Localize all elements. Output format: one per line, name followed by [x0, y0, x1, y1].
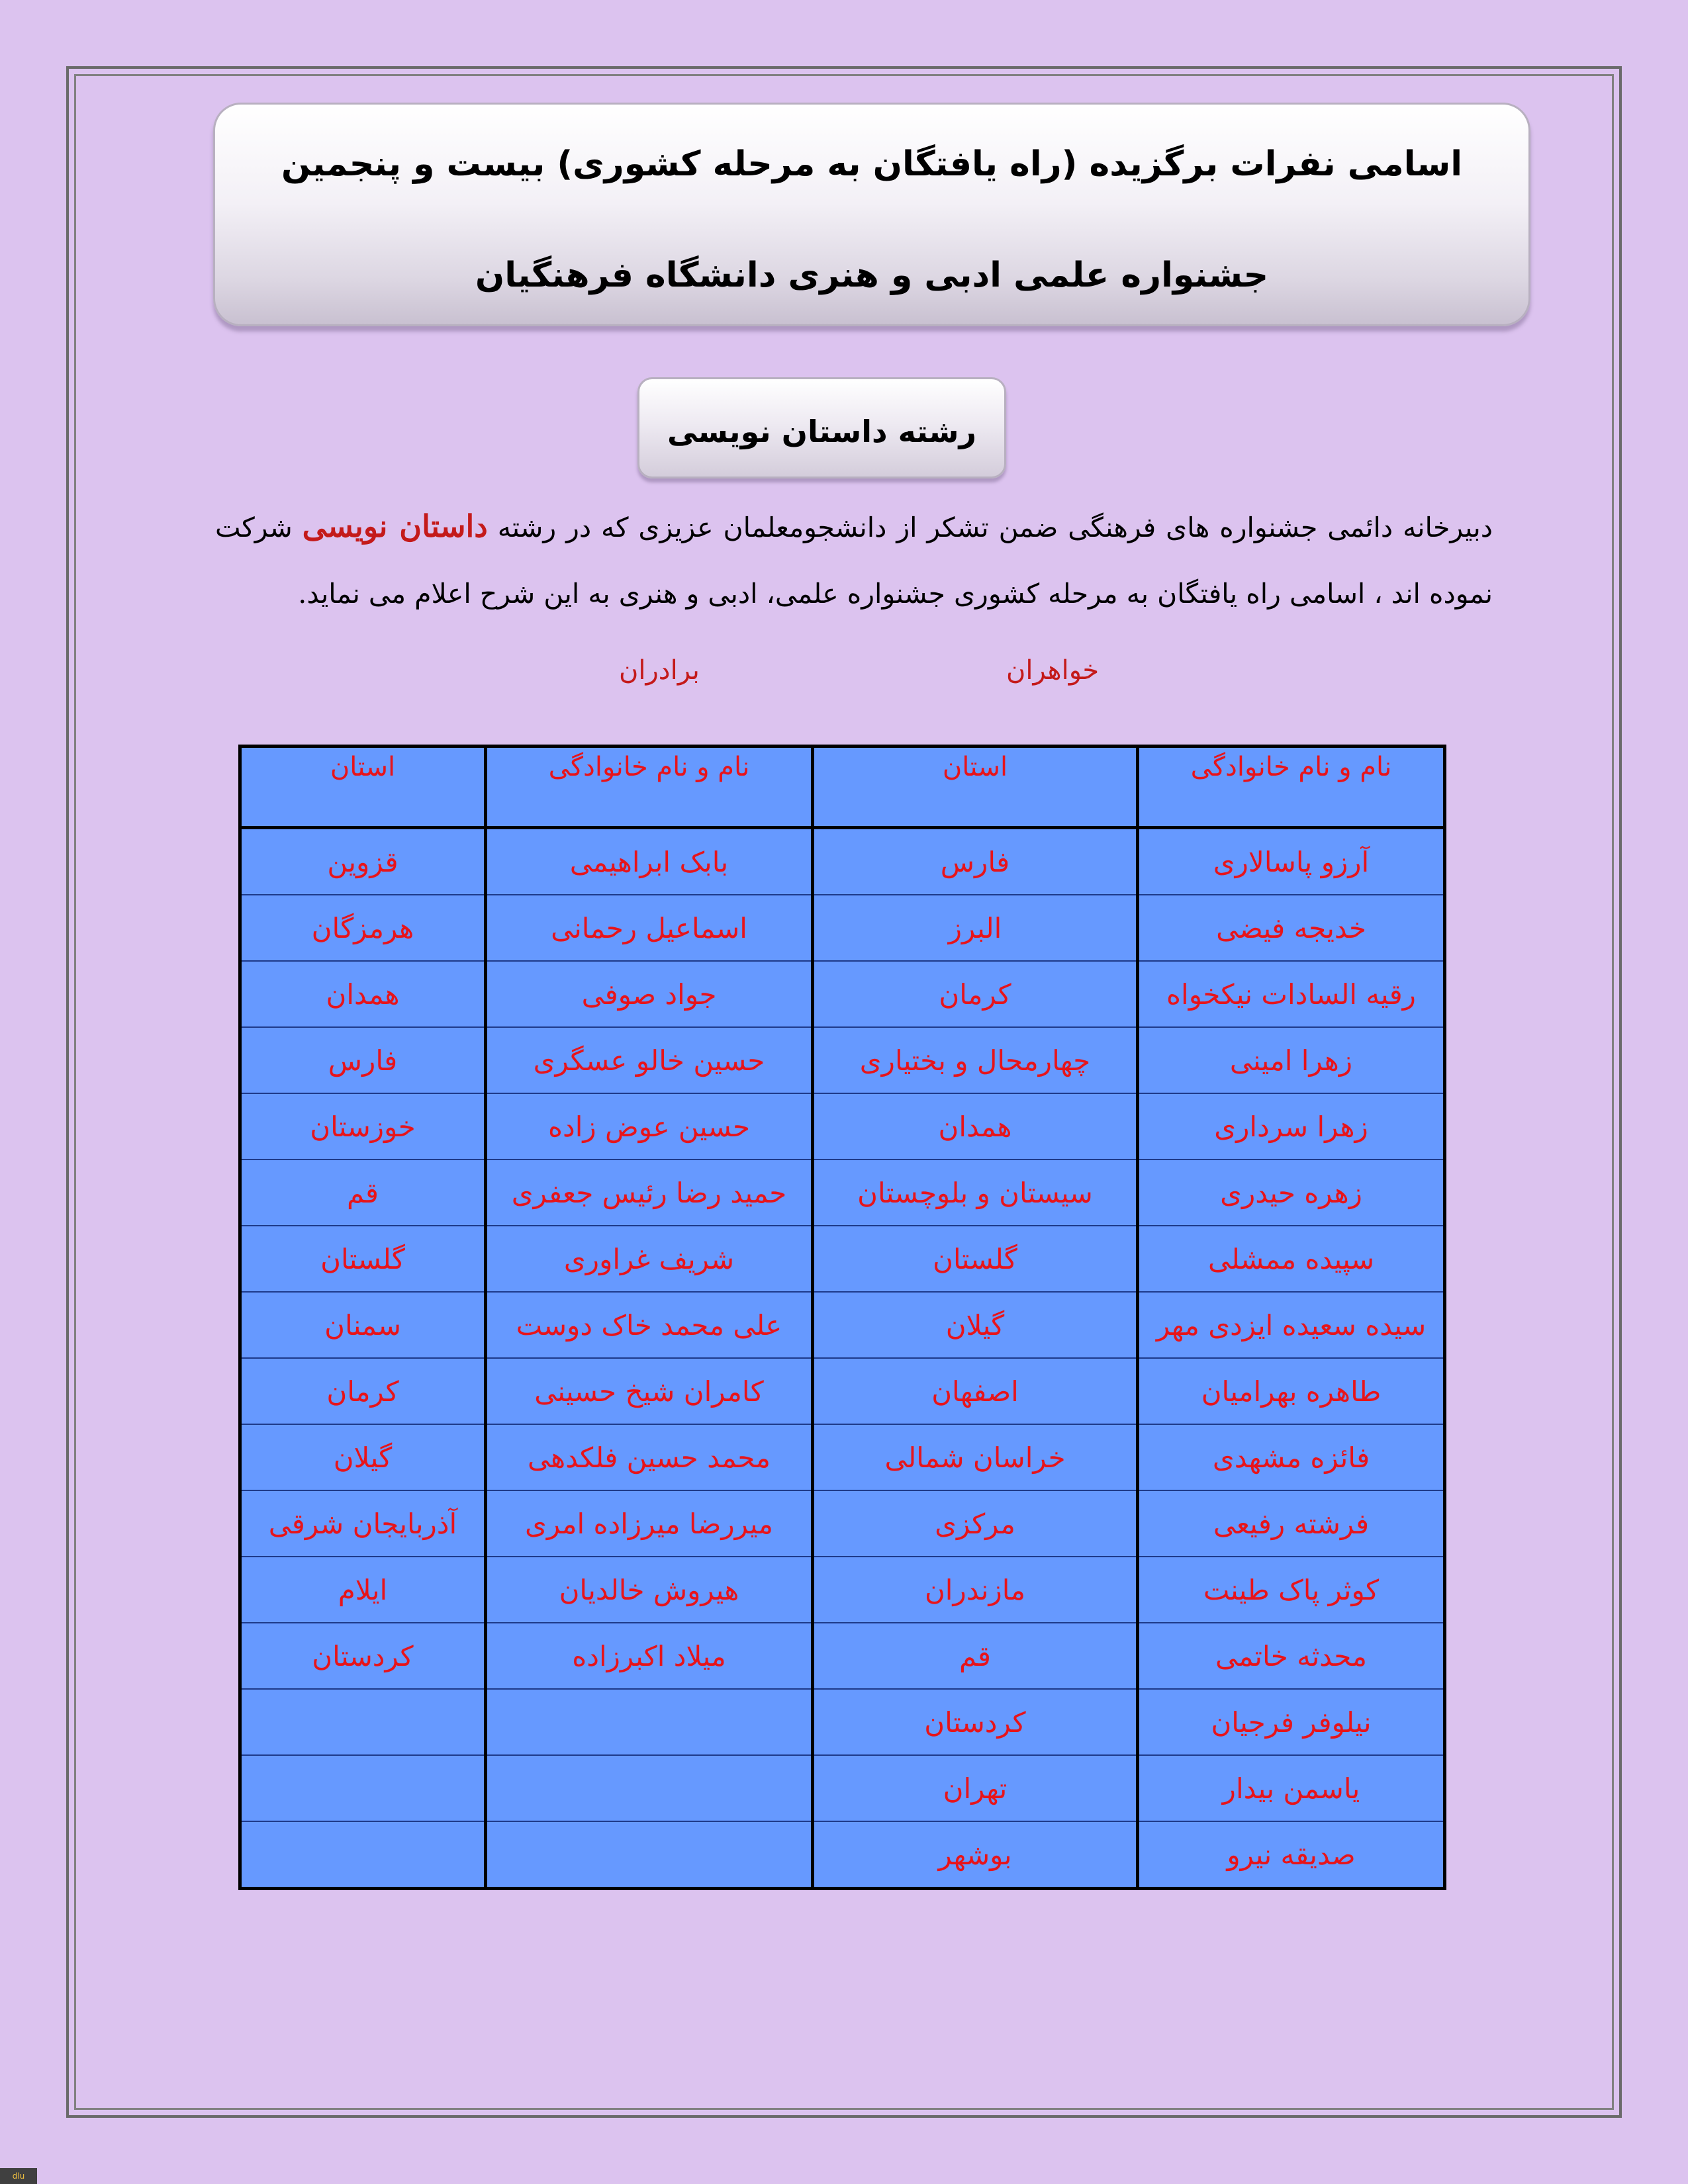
table-row [240, 1623, 1445, 1689]
table-row [240, 1292, 1445, 1358]
cell-sisters-province: کرمان [813, 961, 1138, 1027]
category-title: رشته داستان نویسی [667, 414, 977, 449]
cell-sisters-province: فارس [813, 828, 1138, 895]
cell-brothers-province: قم [240, 1160, 486, 1226]
winners-table [238, 745, 1446, 1890]
cell-sisters-name: سیده سعیده ایزدی مهر [1138, 1292, 1445, 1358]
cell-brothers-province: کرمان [240, 1358, 486, 1424]
cell-sisters-name: فائزه مشهدی [1138, 1424, 1445, 1490]
cell-brothers-name: بابک ابراهیمی [486, 828, 813, 895]
group-label-brothers: برادران [619, 655, 700, 686]
cell-brothers-name: جواد صوفی [486, 961, 813, 1027]
cell-brothers-name: حسین عوض زاده [486, 1093, 813, 1160]
cell-brothers-name: اسماعیل رحمانی [486, 895, 813, 961]
intro-text-part1: دبیرخانه دائمی جشنواره های فرهنگی ضمن تشکر از دانشجومعلمان عزیزی که در رشته [497, 512, 1493, 543]
table-row [240, 1821, 1445, 1889]
cell-sisters-name: صدیقه نیرو [1138, 1821, 1445, 1889]
intro-paragraph [215, 493, 1493, 627]
table-body [240, 828, 1445, 1889]
table-row [240, 1358, 1445, 1424]
cell-sisters-province: البرز [813, 895, 1138, 961]
cell-sisters-province: گلستان [813, 1226, 1138, 1292]
cell-sisters-province: تهران [813, 1755, 1138, 1821]
table-row [240, 1226, 1445, 1292]
cell-brothers-province: هرمزگان [240, 895, 486, 961]
table-row [240, 1689, 1445, 1755]
cell-sisters-province: سیستان و بلوچستان [813, 1160, 1138, 1226]
cell-brothers-province [240, 1821, 486, 1889]
cell-brothers-name: حمید رضا رئیس جعفری [486, 1160, 813, 1226]
cell-sisters-province: مرکزی [813, 1490, 1138, 1557]
cell-sisters-province: خراسان شمالی [813, 1424, 1138, 1490]
table-row [240, 1160, 1445, 1226]
cell-brothers-name: حسین خالو عسگری [486, 1027, 813, 1093]
cell-brothers-province: فارس [240, 1027, 486, 1093]
table-row [240, 1557, 1445, 1623]
cell-sisters-name: محدثه خاتمی [1138, 1623, 1445, 1689]
cell-sisters-name: فرشته رفیعی [1138, 1490, 1445, 1557]
cell-brothers-province: آذربایجان شرقی [240, 1490, 486, 1557]
site-logo: dlu [0, 2168, 37, 2184]
intro-highlight: داستان نویسی [302, 508, 488, 544]
category-banner [637, 377, 1006, 478]
cell-brothers-name: کامران شیخ حسینی [486, 1358, 813, 1424]
cell-sisters-province: بوشهر [813, 1821, 1138, 1889]
cell-brothers-province: همدان [240, 961, 486, 1027]
intro-text-part2: شرکت نموده اند ، اسامی راه یافتگان به مرحله کشوری جشنواره علمی، ادبی و هنری به این شرح اعلام می نماید. [215, 512, 1493, 610]
table-row [240, 1490, 1445, 1557]
cell-brothers-province: گلستان [240, 1226, 486, 1292]
cell-sisters-name: رقیه السادات نیکخواه [1138, 961, 1445, 1027]
cell-sisters-province: کردستان [813, 1689, 1138, 1755]
cell-brothers-province: کردستان [240, 1623, 486, 1689]
cell-brothers-name: میلاد اکبرزاده [486, 1623, 813, 1689]
winners-table-container [242, 745, 1446, 1890]
cell-sisters-province: مازندران [813, 1557, 1138, 1623]
cell-brothers-name [486, 1821, 813, 1889]
cell-brothers-province [240, 1755, 486, 1821]
table-row [240, 828, 1445, 895]
group-label-sisters: خواهران [1006, 655, 1100, 686]
cell-brothers-province: گیلان [240, 1424, 486, 1490]
table-row [240, 1755, 1445, 1821]
header-brothers-province: استان [240, 747, 486, 828]
header-sisters-province: استان [813, 747, 1138, 828]
cell-brothers-name: محمد حسین فلکدهی [486, 1424, 813, 1490]
cell-brothers-province: سمنان [240, 1292, 486, 1358]
cell-brothers-province [240, 1689, 486, 1755]
page-title-line1: اسامی نفرات برگزیده (راه یافتگان به مرحله کشوری) بیست و پنجمین [281, 144, 1463, 184]
cell-brothers-name: علی محمد خاک دوست [486, 1292, 813, 1358]
cell-brothers-name: هیروش خالدیان [486, 1557, 813, 1623]
cell-sisters-province: اصفهان [813, 1358, 1138, 1424]
cell-sisters-name: خدیجه فیضی [1138, 895, 1445, 961]
cell-sisters-name: طاهره بهرامیان [1138, 1358, 1445, 1424]
table-row [240, 1093, 1445, 1160]
cell-sisters-name: یاسمن بیدار [1138, 1755, 1445, 1821]
table-row [240, 961, 1445, 1027]
cell-sisters-name: زهرا سرداری [1138, 1093, 1445, 1160]
table-row [240, 895, 1445, 961]
title-banner [213, 103, 1530, 326]
cell-brothers-name: شریف غراوری [486, 1226, 813, 1292]
header-sisters-name: نام و نام خانوادگی [1138, 747, 1445, 828]
cell-sisters-province: قم [813, 1623, 1138, 1689]
cell-sisters-name: نیلوفر فرجیان [1138, 1689, 1445, 1755]
cell-sisters-province: چهارمحال و بختیاری [813, 1027, 1138, 1093]
cell-sisters-name: کوثر پاک طینت [1138, 1557, 1445, 1623]
cell-brothers-province: قزوین [240, 828, 486, 895]
table-row [240, 1027, 1445, 1093]
cell-brothers-name [486, 1689, 813, 1755]
table-row [240, 1424, 1445, 1490]
cell-sisters-name: زهره حیدری [1138, 1160, 1445, 1226]
cell-brothers-name: میررضا میرزاده امری [486, 1490, 813, 1557]
cell-sisters-name: سپیده ممشلی [1138, 1226, 1445, 1292]
cell-brothers-province: خوزستان [240, 1093, 486, 1160]
cell-sisters-name: آرزو پاسالاری [1138, 828, 1445, 895]
cell-brothers-name [486, 1755, 813, 1821]
cell-sisters-province: گیلان [813, 1292, 1138, 1358]
header-brothers-name: نام و نام خانوادگی [486, 747, 813, 828]
cell-brothers-province: ایلام [240, 1557, 486, 1623]
page-title-line2: جشنواره علمی ادبی و هنری دانشگاه فرهنگیان [475, 255, 1269, 295]
cell-sisters-name: زهرا امینی [1138, 1027, 1445, 1093]
table-header-row [240, 747, 1445, 828]
cell-sisters-province: همدان [813, 1093, 1138, 1160]
